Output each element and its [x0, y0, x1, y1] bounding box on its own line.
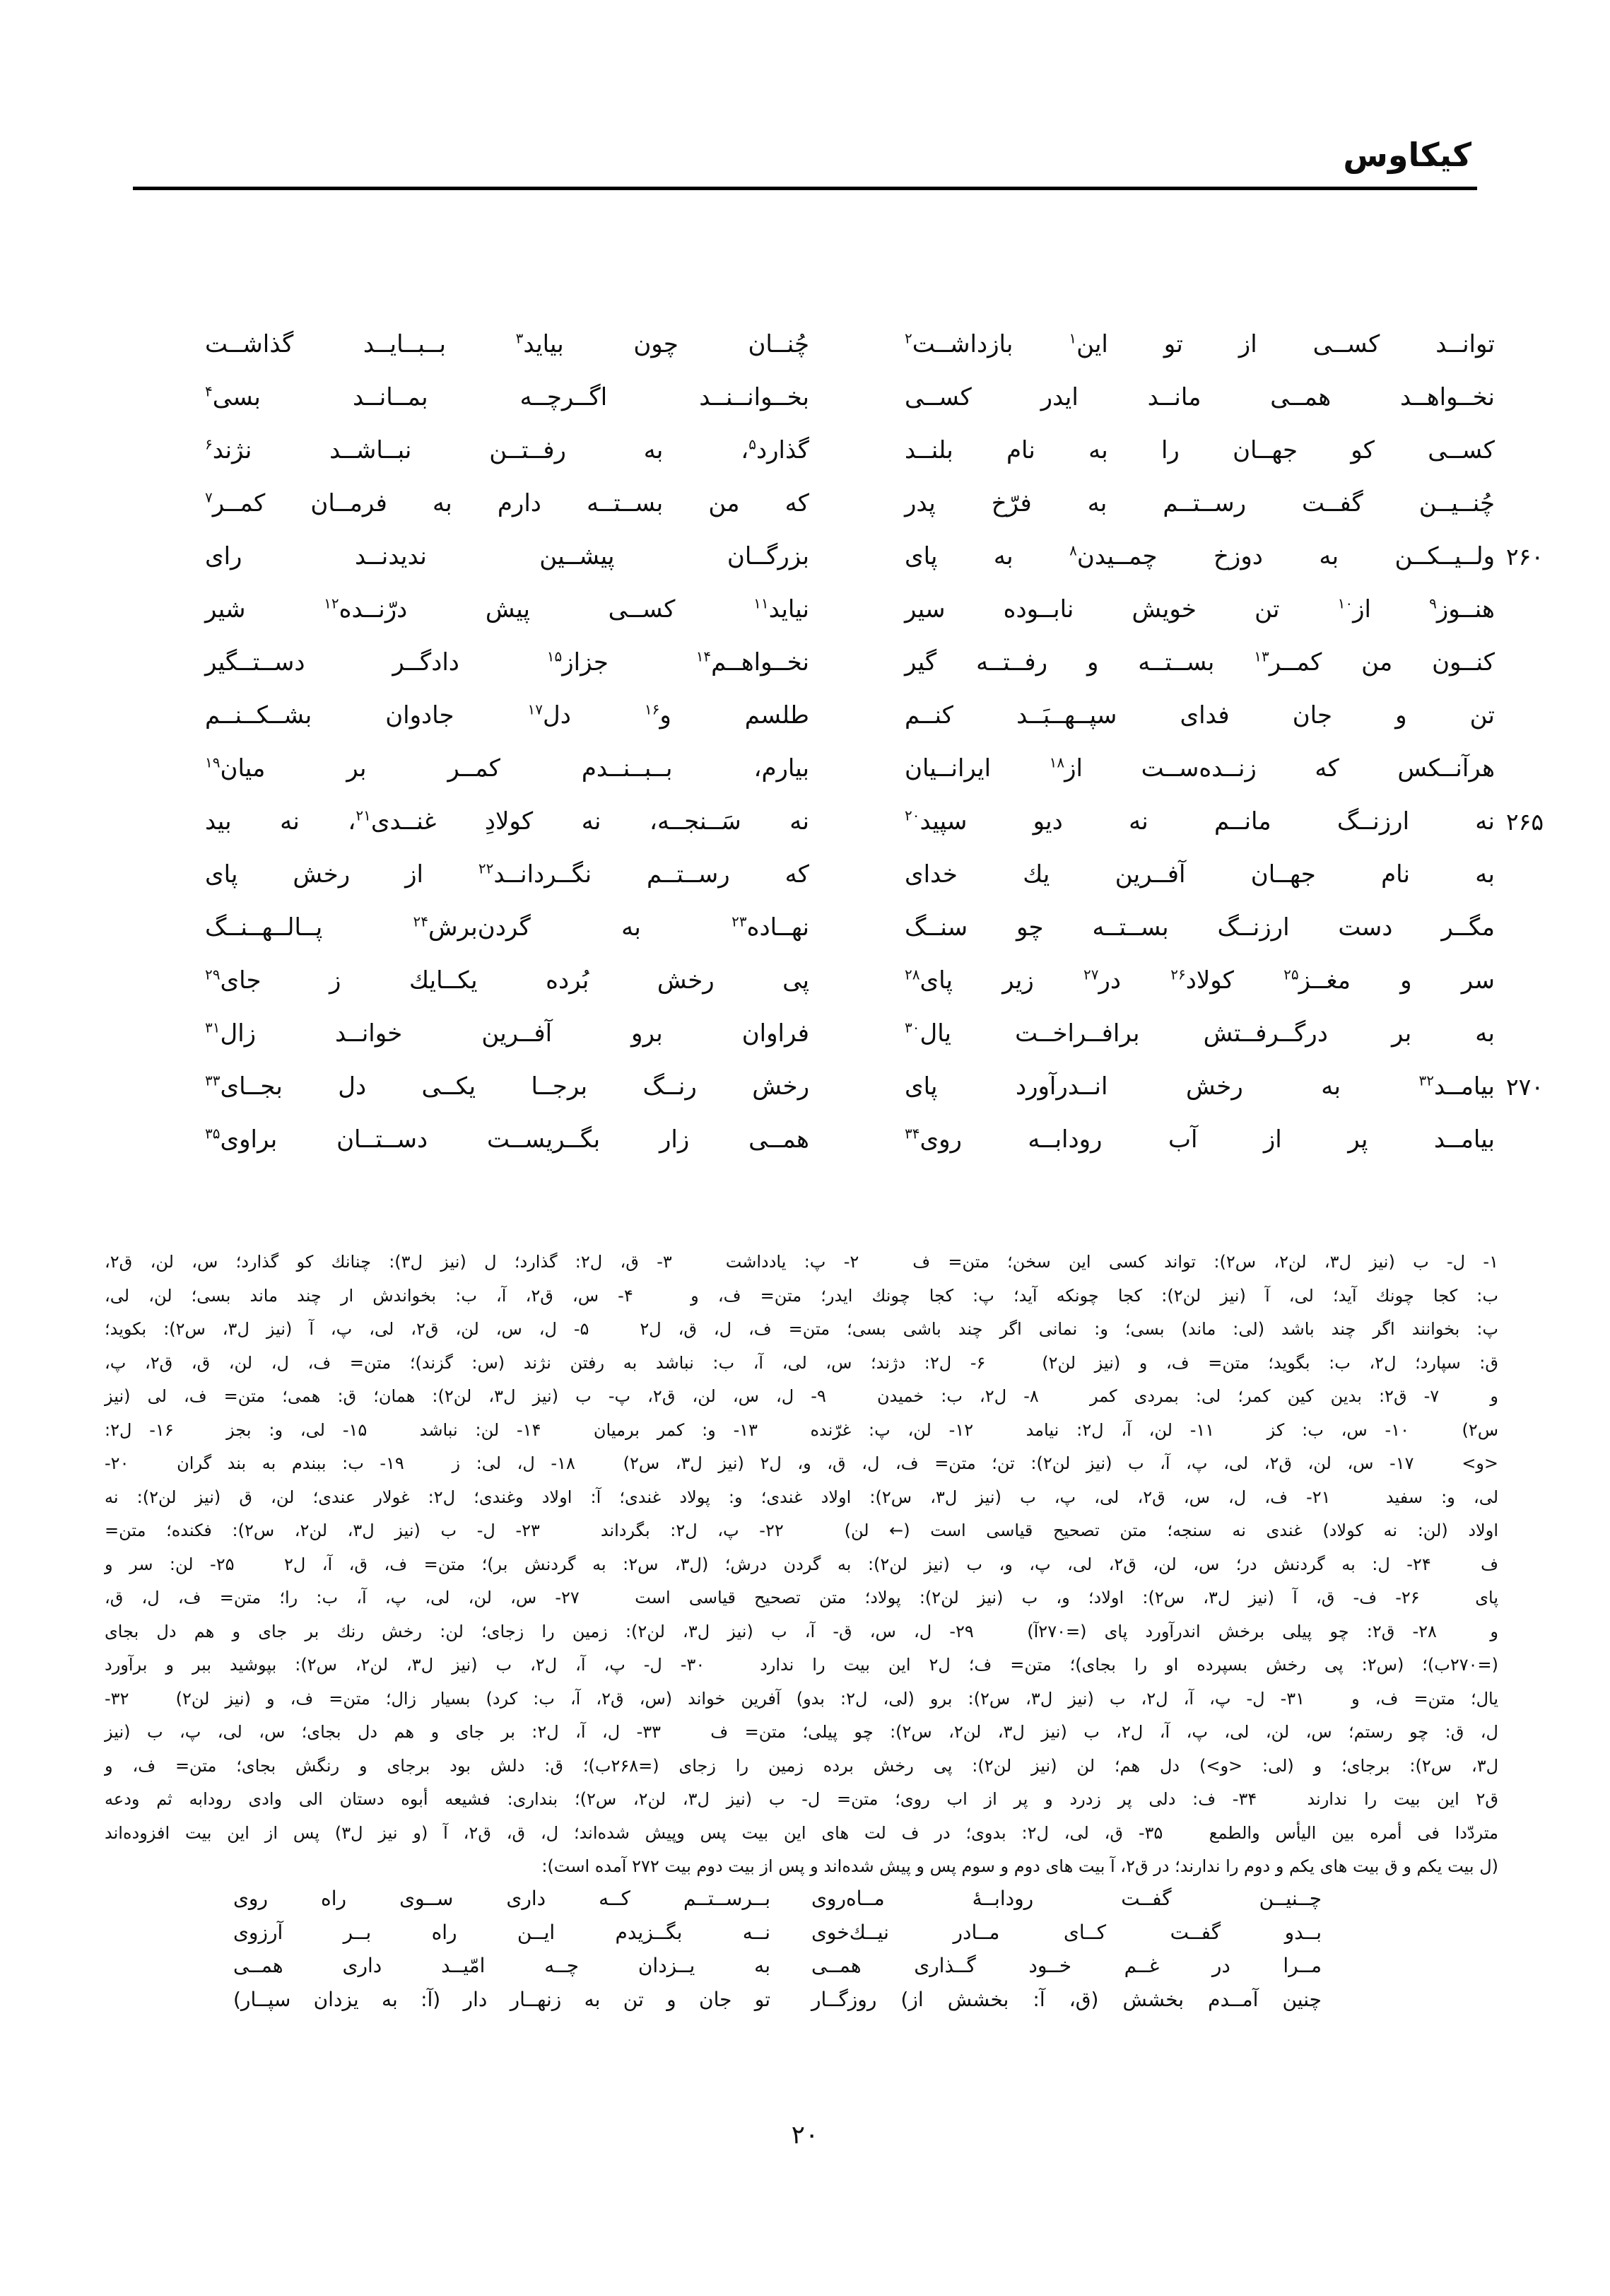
footnote-marker: ۲۲ [478, 860, 494, 877]
hemistich-left: نهــاده$^{۲۳}$ به گردن‌برش$^{۲۴}$ پــالــهــنــگ [205, 913, 809, 942]
hemistich-right: سر و مغــز$^{۲۵}$ کولاد$^{۲۶}$ در$^{۲۷}$ زیر پای$^{۲۸}$ [905, 966, 1496, 995]
footnote-marker: ۲ [905, 329, 912, 347]
hemistich-right: مگــر دست ارزنــگ بســتــه چو سنــگ [905, 913, 1495, 942]
page-number: ۲۰ [791, 2121, 819, 2150]
inserted-hemistich-left: تو جان و تن به زنهــار دار (آ: به یزدان سپــار) [233, 1987, 770, 2011]
footnote-marker: ۱۴ [695, 648, 712, 665]
hemistich-left: نه سَــنجــه، نه کولادِ غنــدی$^{۲۱}$، نه بید [205, 807, 809, 836]
verse-row [205, 1060, 1555, 1113]
apparatus-line: ل، ق: چو رستم؛ س، لن، لی، پ، آ، ل۲، ب (نیز ل۳، لن۲، س۲): چو پیلی؛ متن= ف ۳۳- ل، آ، ل۲: بر جای و هم دل بجای؛ س، لی، پ، ب (نیز [105, 1722, 1498, 1742]
hemistich-right: چُنــیــن گفــت رســتــم به فرّخ پدر [905, 489, 1495, 518]
apparatus-line: یال؛ متن= ف، و ۳۱- ل- پ، آ، ل۲، ب (نیز ل۳، س۲): برو (لی، ل۲: بدو) آفرین خواند (س، ق۲، آ، ب: کرد) بسیار زال؛ متن= ف، و (نیز لن۲) ۳۲- [105, 1688, 1499, 1709]
verse-number: ۲۷۰ [1505, 1073, 1544, 1101]
verse-row [205, 318, 1555, 371]
verse-row [205, 424, 1555, 477]
apparatus-line: <و> ۱۷- س، لن، ق۲، لی، پ، آ، ب (نیز لن۲): تن؛ متن= ف، ل، ق، و، ل۲ (نیز ل۳، س۲) ۱۸- ل، لی: ز ۱۹- ب: ببندم به بند گران ۲۰- [105, 1453, 1499, 1473]
critical-apparatus [105, 1246, 1498, 1884]
verse-number: ۲۶۰ [1505, 543, 1544, 570]
verse-row [205, 477, 1555, 530]
apparatus-line: و ۲۸- ق۲: چو پیلی برخش اندرآورد پای (=۲۷۰آ) ۲۹- ل، س، ق- آ، ب (نیز ل۳، لن۲): زمین را زجای؛ لن: رخش رنك بر جای و هم دل بجای [105, 1621, 1499, 1641]
apparatus-line: ف ۲۴- ل: به گردنش در؛ س، لن، ق۲، لی، پ، و، ب (نیز لن۲): به گردن درش؛ (ل۳، س۲: به گردنش بر)؛ متن= ف، ق، آ، ل۲ ۲۵- لن: سر و [105, 1554, 1499, 1574]
verse-row [205, 1007, 1555, 1060]
hemistich-right: بیامــد پر از آب رودابــه روی$^{۳۴}$ [905, 1125, 1495, 1154]
verse-row [205, 795, 1555, 848]
inserted-verse-block [233, 1882, 1322, 2016]
hemistich-right: نه ارزنــگ مانــم نه دیو سپید$^{۲۰}$ [905, 807, 1495, 836]
footnote-marker: ۲۱ [356, 807, 371, 824]
hemistich-left: فراوان برو آفــرین خوانــد زال$^{۳۱}$ [205, 1019, 809, 1048]
apparatus-line: و ۷- ق۲: بدین کین کمر؛ لی: بمردی کمر ۸- ل۲، ب: خمیدن ۹- ل، س، لن، ق۲، پ- ب (نیز ل۳، لن۲): همان؛ ق: همی؛ متن= ف، لی (نیز [105, 1386, 1498, 1406]
footnote-marker: ۳۵ [205, 1125, 221, 1142]
footnote-marker: ۱۸ [1049, 754, 1065, 771]
inserted-hemistich-left: بــرســتــم کــه داری ســوی راه روی [233, 1887, 770, 1911]
main-verse-block [205, 318, 1555, 1166]
hemistich-right: ولــیــکــن به دوزخ چمــیدن$^۸$ به پای [905, 541, 1495, 571]
apparatus-line: اولاد (لن: نه کولاد) غندی نه سنجه؛ متن تصحیح قیاسی است (← لن) ۲۲- پ، ل۲: بگرداند ۲۳- ل- ب (نیز ل۳، لن۲، س۲): فکنده؛ متن= [105, 1521, 1499, 1540]
footnote-marker: ۲۶ [1170, 966, 1186, 983]
inserted-hemistich-right: مــرا در غــم خــود گــذاری همــی [811, 1954, 1322, 1978]
verse-row [205, 371, 1555, 424]
footnote-marker: ۲۵ [1283, 966, 1299, 983]
hemistich-left: رخش رنــگ برجــا یکــی دل بجــای$^{۳۳}$ [205, 1072, 809, 1101]
verse-row [205, 1113, 1555, 1166]
hemistich-left: بخــوانــنــد اگــرچــه بمــانــد بسی$^۴$ [205, 382, 809, 412]
hemistich-right: به نام جهــان آفــرین یك خدای [905, 860, 1495, 889]
verse-row [205, 848, 1555, 901]
verse-row [205, 954, 1555, 1007]
hemistich-right: کســی کو جهــان را به نام بلنــد [905, 436, 1495, 465]
hemistich-right: بیامــد$^{۳۲}$ به رخش انــدرآورد پای [905, 1072, 1495, 1101]
footnote-marker: ۵ [748, 435, 756, 453]
apparatus-line: ل۳، س۲): برجای؛ و (لی: <و>) دل هم؛ لن (نیز لن۲): پی رخش برده زمین را زجای (=۲۶۸ب)؛ ق: دلش بود برجای و رنگش بجای؛ متن= ف، و [105, 1755, 1499, 1776]
apparatus-note-line: (ل بیت یکم و ق بیت های یکم و دوم را ندارند؛ در ق۲، آ بیت های دوم و سوم پس و پیش شده‌اند و پس از بیت دوم بیت ۲۷۲ آمده است): [541, 1856, 1498, 1876]
footnote-marker: ۲۳ [731, 913, 747, 930]
footnote-marker: ۷ [205, 488, 213, 506]
footnote-marker: ۲۹ [205, 966, 221, 983]
hemistich-left: نیاید$^{۱۱}$ کســی پیش درّنــده$^{۱۲}$ شیر [205, 594, 809, 624]
footnote-marker: ۱۶ [644, 701, 660, 718]
footnote-marker: ۱ [1069, 329, 1077, 347]
verse-row [205, 530, 1555, 583]
hemistich-right: کنــون من کمــر$^{۱۳}$ بســتــه و رفــتــه گیر [905, 648, 1495, 677]
verse-row [205, 901, 1555, 954]
hemistich-left: چُنــان چون بیاید$^۳$ بــبــایــد گذاشــت [205, 329, 809, 359]
footnote-marker: ۱۲ [324, 594, 339, 612]
footnote-marker: ۱۳ [1254, 648, 1269, 665]
verse-row [205, 636, 1555, 689]
inserted-hemistich-right: چــنیــن گفــت رودابــۀ مــاه‌روی [811, 1887, 1322, 1911]
footnote-marker: ۹ [1429, 594, 1437, 612]
apparatus-line: پای ۲۶- ف- ق، آ (نیز ل۳، س۲): اولاد؛ و، ب (نیز لن۲): پولاد؛ متن تصحیح قیاسی است ۲۷- س، لن، لی، پ، آ، ب: را؛ متن= ف، ل، ق، [105, 1588, 1498, 1607]
apparatus-line: (=۲۷۰ب)؛ (س۲: پی رخش بسپرده او را بجای)؛ متن= ف؛ ل۲ این بیت را ندارد ۳۰- ل- پ، آ، ل۲، ب (نیز ل۳، لن۲، س۲): بپوشید ببر و برآورد [105, 1655, 1499, 1675]
hemistich-left: نخــواهــم$^{۱۴}$ جزاز$^{۱۵}$ دادگــر دســتــگیر [205, 648, 809, 677]
hemistich-right: نخــواهــد همــی مانــد ایدر کســی [905, 383, 1495, 412]
inserted-verse-row [233, 1882, 1322, 1916]
apparatus-line: ق: سپارد؛ ل۲، ب: بگوید؛ متن= ف، و (نیز لن۲) ۶- ل۲: دژند؛ س، لی، آ، ب: نباشد به رفتن نژند (س: گزند)؛ متن= ف، ل، لن، ق، ق۲، پ، [105, 1352, 1498, 1373]
hemistich-left: بیارم، بــبــنــدم کمــر بر میان$^{۱۹}$ [205, 754, 809, 783]
footnote-marker: ۲۸ [905, 966, 920, 983]
footnote-marker: ۱۷ [527, 701, 543, 718]
verse-row [205, 689, 1555, 742]
hemistich-right: توانــد کســی از تو این$^۱$ بازداشــت$^۲$ [905, 329, 1496, 359]
hemistich-left: که من بســتــه دارم به فرمــان کمــر$^۷$ [205, 488, 809, 518]
footnote-marker: ۱۰ [1337, 594, 1353, 612]
footnote-marker: ۳۴ [905, 1125, 920, 1142]
verse-number: ۲۶۵ [1505, 808, 1544, 836]
verse-row [205, 742, 1555, 795]
apparatus-line: پ: بخوانند اگر چند باشد (لی: ماند) بسی؛ و: نمانی اگر چند باشی بسی؛ متن= ف، ل، ق، ل۲ ۵- ل، س، لن، ق۲، لی، پ، آ (نیز ل۳، س۲): بکوید؛ [105, 1319, 1498, 1339]
hemistich-right: هنــوز$^۹$ از$^{۱۰}$ تن خویش نابــوده سیر [905, 594, 1495, 624]
footnote-marker: ۳ [515, 329, 524, 347]
footnote-marker: ۴ [205, 382, 213, 400]
inserted-hemistich-right: چنین آمــدم بخشش (ق، آ: بخشش از) روزگــار [811, 1987, 1322, 2011]
hemistich-left: پی رخش بُرده یکــایك ز جای$^{۲۹}$ [205, 966, 809, 995]
inserted-hemistich-left: به یــزدان چــه امّیــد داری همــی [233, 1954, 770, 1978]
header-rule [133, 187, 1477, 190]
footnote-marker: ۱۱ [753, 594, 769, 612]
hemistich-right: هرآنــکس که زنــده‌ســت از$^{۱۸}$ ایرانــیان [905, 754, 1495, 783]
apparatus-line: لی، و: سفید ۲۱- ف، ل، س، ق۲، لی، پ، ب (نیز ل۳، س۲): اولاد غندی؛ و: پولاد غندی؛ آ: اولاد وغندی؛ ل۲: غولار عندی؛ لن، ق (نیز لن۲): نه [105, 1487, 1499, 1507]
hemistich-right: تن و جان فدای سپــهــبَــد کنــم [905, 701, 1495, 730]
apparatus-line: متردّدا فی أمره بین الیأس والطمع ۳۵- ق، لی، ل۲: بدوی؛ در ف لت های این بیت پس وپیش شده‌اند؛ ل، ق، ق۲، آ (و نیز ل۳) پس از این بیت افزوده‌اند [105, 1822, 1498, 1843]
footnote-marker: ۳۱ [205, 1019, 221, 1036]
footnote-marker: ۱۹ [205, 754, 221, 771]
footnote-marker: ۱۵ [546, 648, 563, 665]
apparatus-line: س۲) ۱۰- س، ب: کز ۱۱- لن، آ، ل۲: نیامد ۱۲- لن، پ: غرّنده ۱۳- و: کمر برمیان ۱۴- لن: نباشد ۱۵- لی، و: بجز ۱۶- ل۲: [105, 1419, 1499, 1440]
hemistich-right: به بر درگــرفــتش برافــراخــت یال$^{۳۰}$ [905, 1019, 1495, 1048]
apparatus-line: ب: کجا چونك آید؛ لی، آ (نیز لن۲): کجا چونکه آید؛ پ: کجا چونك ایدر؛ متن= ف، و ۴- س، ق۲، آ، ب: بخواندش ار چند ماند بسی؛ لن، لی، [105, 1285, 1498, 1306]
running-head: کیکاوس [1343, 136, 1471, 174]
footnote-marker: ۳۳ [205, 1072, 221, 1089]
inserted-verse-row [233, 1916, 1322, 1950]
inserted-hemistich-right: بــدو گفــت کــای مــادر نیــك‌خوی [811, 1920, 1322, 1944]
hemistich-left: همــی زار بگــریســت دســتــان براوی$^{۳۵}$ [205, 1125, 809, 1154]
footnote-marker: ۶ [205, 435, 213, 453]
apparatus-line: ۱- ل- ب (نیز ل۳، لن۲، س۲): تواند کسی این سخن؛ متن= ف ۲- پ: یادداشت ۳- ق، ل۲: گذارد؛ ل (نیز ل۳): چنانك کو گذارد؛ س، لن، ق۲، [105, 1252, 1498, 1272]
inserted-verse-row [233, 1949, 1322, 1983]
footnote-marker: ۲۰ [905, 807, 920, 824]
apparatus-line: ق۲ این بیت را ندارند ۳۴- ف: دلی پر زدرد و پر از اب روی؛ متن= ل- ب (نیز ل۳، لن۲، س۲)؛ بنداری: فشیعه أبوه دستان الی وادی رودابه ثم ودعه [105, 1789, 1499, 1809]
footnote-marker: ۳۲ [1418, 1072, 1434, 1089]
hemistich-left: طلسم و$^{۱۶}$ دل$^{۱۷}$ جادوان بشــکــنــم [205, 701, 809, 730]
inserted-verse-row [233, 1983, 1322, 2017]
verse-row [205, 583, 1555, 636]
hemistich-left: گذارد$^۵$، به رفــتــن نبــاشــد نژند$^۶$ [205, 435, 809, 465]
hemistich-left: که رســتــم نگــردانــد$^{۲۲}$ از رخش پای [205, 860, 809, 889]
footnote-marker: ۳۰ [905, 1019, 920, 1036]
hemistich-left: بزرگــان پیشــین ندیدنــد رای [205, 542, 809, 571]
inserted-hemistich-left: نــه بگــزیدم ایــن راه بــر آرزوی [233, 1920, 770, 1944]
footnote-marker: ۲۴ [413, 913, 429, 930]
footnote-marker: ۲۷ [1083, 966, 1099, 983]
footnote-marker: ۸ [1069, 541, 1077, 559]
